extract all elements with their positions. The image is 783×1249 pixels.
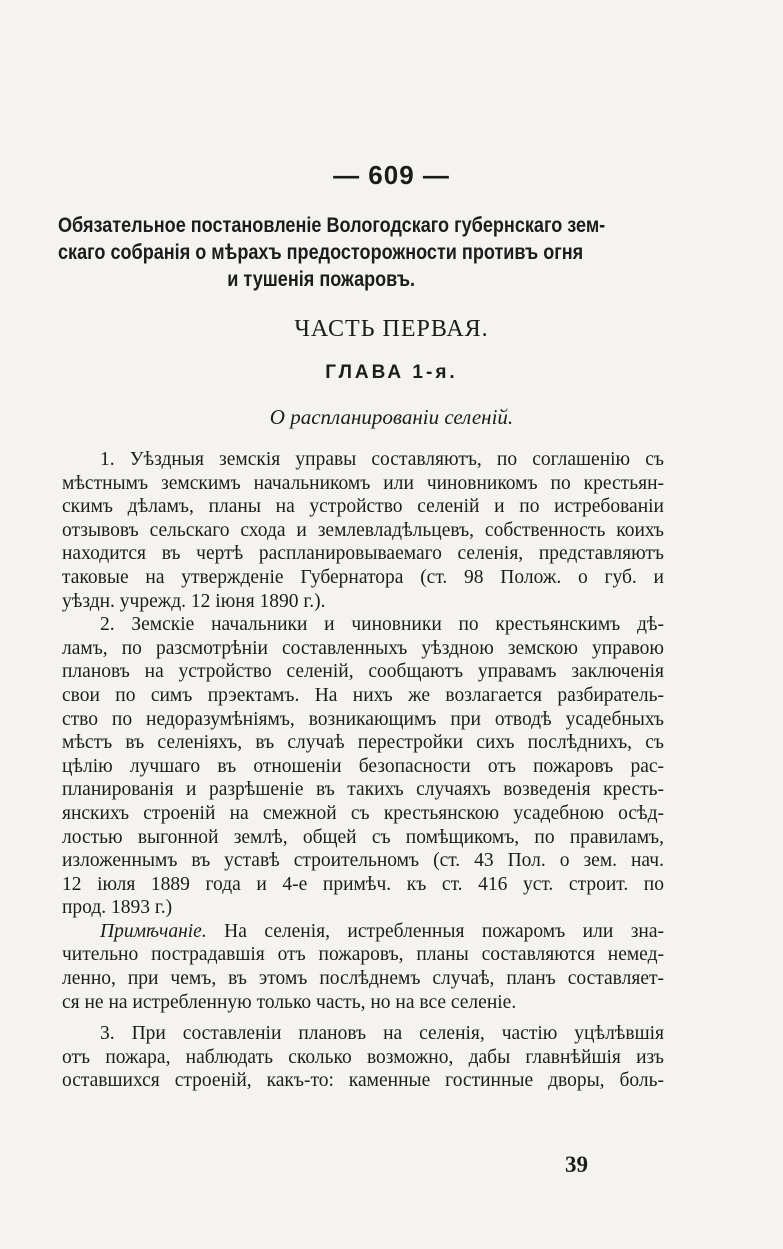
- title-line: и тушенія пожаровъ.: [227, 268, 416, 291]
- text-line: плановъ на устройство селеній, сообщаютъ управамъ заключенія: [62, 661, 664, 683]
- text-line: 12 іюля 1889 года и 4-е примѣч. къ ст. 416 уст. строит. по: [62, 873, 664, 895]
- text-line: изложеннымъ въ уставѣ строительномъ (ст. 43 Пол. о зем. нач.: [62, 850, 664, 872]
- title-line: Обязательное постановленіе Вологодскаго губернскаго зем-: [58, 214, 606, 237]
- page-number: — 609 —: [333, 160, 450, 190]
- text-line: мѣстнымъ земскимъ начальникомъ или чиновникомъ по крестьян-: [62, 472, 664, 494]
- note-text: На селенія, истребленныя пожаромъ или зна-: [224, 920, 664, 942]
- title-line: скаго собранія о мѣрахъ предосторожности противъ огня: [58, 241, 584, 264]
- text-line: отъ пожара, наблюдать сколько возможно, дабы главнѣйшія изъ: [62, 1046, 664, 1068]
- text-line: уѣздн. учрежд. 12 іюня 1890 г.).: [62, 590, 326, 612]
- text-line: планированія и разрѣшеніе въ такихъ случаяхъ возведенія кресть-: [62, 779, 664, 801]
- note-line: [62, 920, 664, 944]
- text-line: скимъ дѣламъ, планы на устройство селеній и по истребованіи: [62, 496, 664, 518]
- text-line: чительно пострадавшія отъ пожаровъ, планы составляются немед-: [62, 944, 664, 966]
- text-line: мѣстъ въ селеніяхъ, въ случаѣ перестройки сихъ послѣднихъ, съ: [62, 732, 664, 754]
- text-line: лостью выгонной землѣ, общей съ помѣщикомъ, по правиламъ,: [62, 826, 664, 848]
- section-heading: О распланированіи селеній.: [269, 405, 514, 429]
- text-line: цѣлію лучшаго въ отношеніи безопасности отъ пожаровъ рас-: [62, 755, 664, 777]
- document-title: [58, 212, 670, 293]
- text-line: 2. Земскіе начальники и чиновники по крестьянскимъ дѣ-: [100, 614, 664, 636]
- text-line: 3. При составленіи плановъ на селенія, частію уцѣлѣвшія: [100, 1023, 664, 1045]
- text-line: ленно, при чемъ, въ этомъ послѣднемъ случаѣ, планъ составляет-: [62, 968, 664, 990]
- text-line: ламъ, по разсмотрѣніи составленныхъ уѣздною земскою управою: [62, 637, 664, 659]
- part-heading: ЧАСТЬ ПЕРВАЯ.: [294, 316, 489, 342]
- text-line: ство по недоразумѣніямъ, возникающимъ при отводѣ усадебныхъ: [62, 708, 664, 730]
- text-line: отзывовъ сельскаго схода и землевладѣльцевъ, собственность коихъ: [62, 519, 664, 541]
- text-line: свои по симъ прэектамъ. На нихъ же возлагается разбиратель-: [62, 684, 664, 706]
- text-line: таковые на утвержденіе Губернатора (ст. 98 Полож. о губ. и: [62, 566, 664, 588]
- text-line: находится въ чертѣ распланировываемаго селенія, представляютъ: [62, 543, 664, 565]
- text-line: ся не на истребленную только часть, но на все селеніе.: [62, 991, 517, 1013]
- note-label: Примѣчаніе.: [100, 920, 207, 942]
- text-line: оставшихся строеній, какъ-то: каменные гостинные дворы, боль-: [62, 1070, 664, 1092]
- chapter-heading: ГЛАВА 1-я.: [325, 362, 458, 383]
- body-text: [62, 448, 664, 1093]
- text-line: янскихъ строеній на смежной съ крестьянскою усадебною осѣд-: [62, 802, 664, 824]
- text-line: 1. Уѣздныя земскія управы составляютъ, по соглашенію съ: [100, 449, 664, 470]
- signature-mark: 39: [565, 1152, 588, 1177]
- text-line: прод. 1893 г.): [62, 897, 173, 919]
